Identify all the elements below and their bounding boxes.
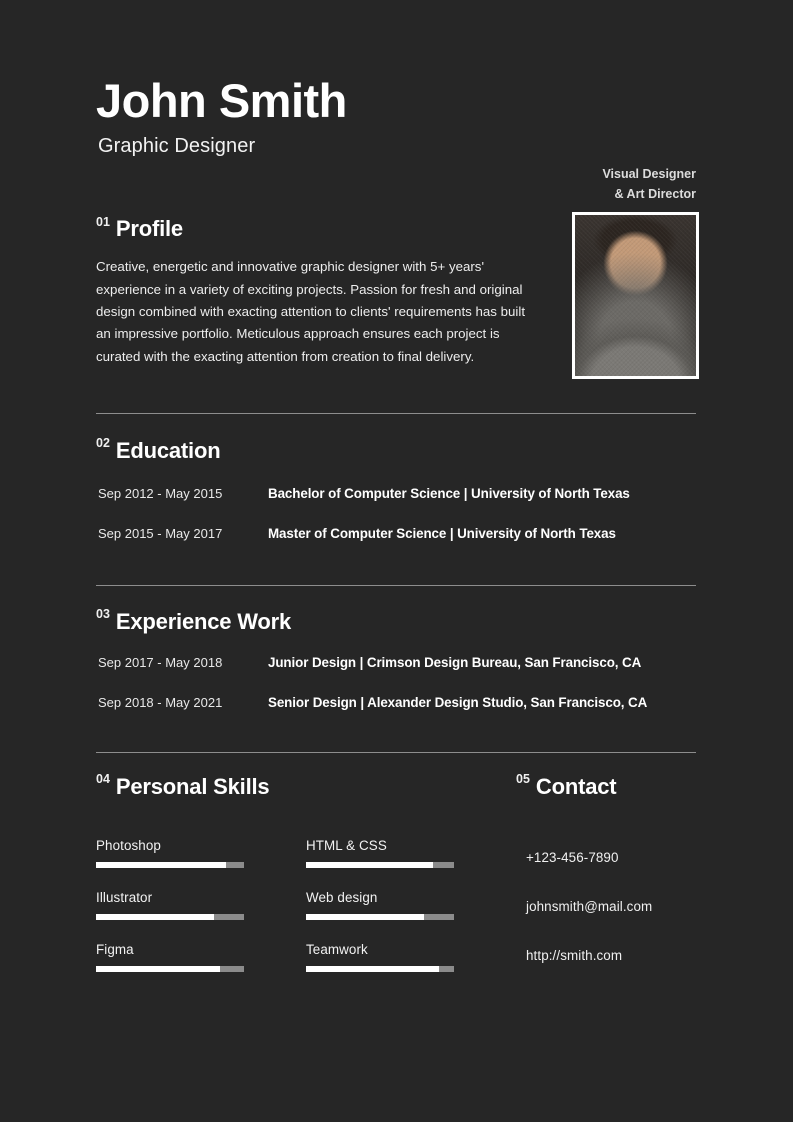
skill-label: Photoshop <box>96 837 161 853</box>
skills-column-left <box>96 816 306 972</box>
entry-description: Master of Computer Science | University of North Texas <box>268 525 616 541</box>
skill-progress-fill <box>96 914 214 920</box>
skills-contact-headings <box>96 772 696 799</box>
section-education <box>96 436 696 541</box>
experience-section-title: Experience Work <box>115 608 292 634</box>
skills-section-title: Personal Skills <box>115 773 270 799</box>
skill-progress-fill <box>306 914 424 920</box>
experience-section-number: 03 <box>96 607 110 622</box>
skill-progress-track <box>306 862 454 868</box>
contact-section-number: 05 <box>516 772 530 787</box>
contact-phone[interactable]: +123-456-7890 <box>526 849 619 865</box>
contact-section-title: Contact <box>535 773 617 799</box>
skill-progress-fill <box>306 862 433 868</box>
entry-description: Bachelor of Computer Science | University of North Texas <box>268 485 630 501</box>
list-item <box>96 655 696 670</box>
skill-item <box>96 838 306 868</box>
entry-date: Sep 2018 - May 2021 <box>98 694 223 710</box>
experience-heading <box>96 607 696 634</box>
profile-body: Creative, energetic and innovative graphic designer with 5+ years' experience in a variety of exciting projects. Passion for fresh and original design combined with exacting attention to clients' requirements has built an impressive portfolio. Meticulous approach ensures each project is curated with the exacting attention from creation to final delivery. <box>96 259 526 364</box>
skill-item <box>96 890 306 920</box>
contact-website[interactable]: http://smith.com <box>526 947 623 963</box>
contact-heading <box>516 772 617 799</box>
page-title: John Smith <box>96 74 347 127</box>
profile-section-title: Profile <box>115 216 183 242</box>
skill-label: Teamwork <box>306 941 368 957</box>
skill-progress-track <box>96 914 244 920</box>
skills-section-number: 04 <box>96 772 110 787</box>
contact-column <box>516 816 696 972</box>
entry-date: Sep 2017 - May 2018 <box>98 654 223 670</box>
skill-item <box>306 838 516 868</box>
skill-label: Figma <box>96 941 134 957</box>
tagline-line-2: & Art Director <box>614 187 696 201</box>
entry-date: Sep 2012 - May 2015 <box>98 485 223 501</box>
skill-progress-track <box>96 862 244 868</box>
skills-column-right <box>306 816 516 972</box>
job-role: Graphic Designer <box>98 135 256 158</box>
section-experience <box>96 607 696 710</box>
skill-item <box>306 890 516 920</box>
skill-label: Illustrator <box>96 889 153 905</box>
education-section-number: 02 <box>96 436 110 451</box>
entry-description: Senior Design | Alexander Design Studio, San Francisco, CA <box>268 694 648 710</box>
resume-header <box>96 0 696 201</box>
skill-progress-track <box>96 966 244 972</box>
skills-heading <box>96 772 516 799</box>
skill-item <box>96 942 306 972</box>
resume-content <box>96 0 696 972</box>
skill-progress-fill <box>96 966 220 972</box>
skill-progress-track <box>306 966 454 972</box>
skill-progress-fill <box>306 966 439 972</box>
entry-description: Junior Design | Crimson Design Bureau, San Francisco, CA <box>268 654 642 670</box>
profile-section-number: 01 <box>96 214 110 229</box>
portrait-image <box>575 215 696 376</box>
skill-progress-track <box>306 914 454 920</box>
skills-contact-body <box>96 816 696 972</box>
skill-progress-fill <box>96 862 226 868</box>
skill-label: HTML & CSS <box>306 837 387 853</box>
list-item <box>96 486 696 501</box>
section-profile <box>96 214 696 368</box>
education-section-title: Education <box>115 437 221 463</box>
divider-2 <box>96 585 696 586</box>
divider-1 <box>96 413 696 414</box>
avatar <box>572 212 699 379</box>
skill-label: Web design <box>306 889 378 905</box>
contact-email[interactable]: johnsmith@mail.com <box>526 898 653 914</box>
list-item <box>96 695 696 710</box>
tagline-line-1: Visual Designer <box>602 167 696 181</box>
divider-3 <box>96 752 696 753</box>
header-tagline <box>602 164 696 204</box>
portrait-texture <box>575 215 696 376</box>
list-item <box>96 526 696 541</box>
education-heading <box>96 436 696 463</box>
entry-date: Sep 2015 - May 2017 <box>98 525 223 541</box>
skill-item <box>306 942 516 972</box>
